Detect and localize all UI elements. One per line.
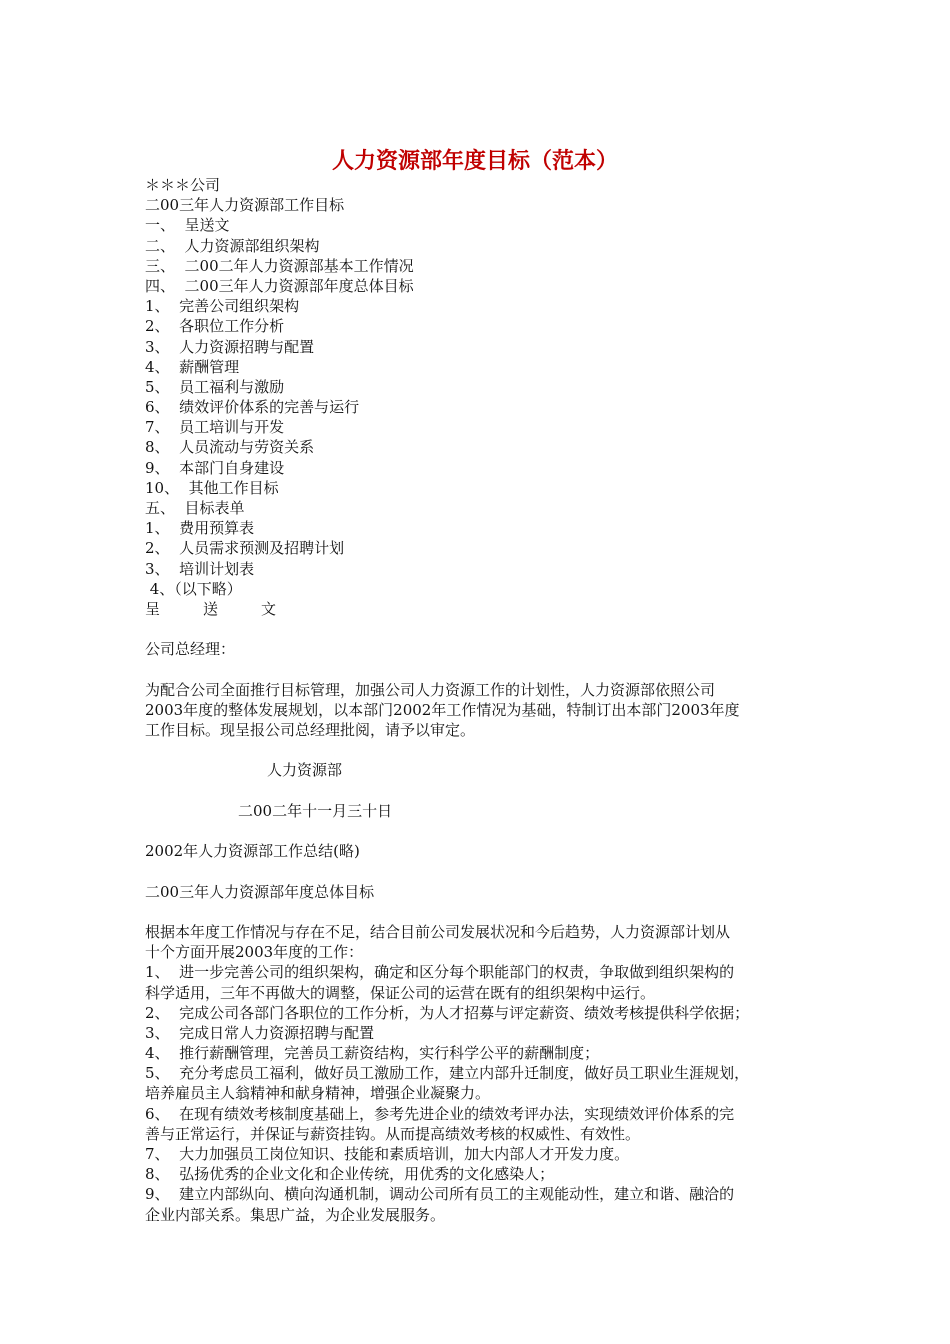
- list-item: [145, 1043, 825, 1063]
- document-subtitle: 二00三年人力资源部工作目标: [145, 196, 345, 215]
- document-body: [145, 175, 825, 1225]
- list-item: [145, 1184, 825, 1224]
- list-item-line: 培养雇员主人翁精神和献身精神，增强企业凝聚力。: [145, 1084, 491, 1103]
- cover-heading-char: 送: [203, 599, 219, 618]
- toc-item: 4、 薪酬管理: [145, 357, 240, 376]
- paragraph-line: 工作目标。现呈报公司总经理批阅，请予以审定。: [145, 721, 476, 740]
- list-item-line: 1、 进一步完善公司的组织架构，确定和区分每个职能部门的权责，争取做到组织架构的: [145, 963, 735, 982]
- table-of-contents: [145, 215, 825, 599]
- toc-item: 9、 本部门自身建设: [145, 458, 285, 477]
- toc-item: 4、（以下略）: [145, 579, 242, 598]
- toc-item: 10、 其他工作目标: [145, 478, 279, 497]
- toc-item: 6、 绩效评价体系的完善与运行: [145, 398, 360, 417]
- cover-heading-char: 呈: [145, 599, 161, 618]
- toc-item: 五、 目标表单: [145, 499, 245, 517]
- toc-item: 2、 各职位工作分析: [145, 317, 285, 336]
- document-title: 人力资源部年度目标（范本）: [331, 148, 618, 174]
- goals-list: [145, 962, 825, 1224]
- toc-item: 3、 人力资源招聘与配置: [145, 337, 315, 356]
- list-item-line: 善与正常运行，并保证与薪资挂钩。从而提高绩效考核的权威性、有效性。: [145, 1124, 641, 1143]
- list-item-line: 9、 建立内部纵向、横向沟通机制，调动公司所有员工的主观能动性，建立和谐、融洽的: [145, 1185, 735, 1204]
- toc-item: 1、 费用预算表: [145, 519, 255, 538]
- toc-item: 7、 员工培训与开发: [145, 418, 285, 437]
- toc-item: 四、 二00三年人力资源部年度总体目标: [145, 276, 414, 295]
- list-item-line: 6、 在现有绩效考核制度基础上，参考先进企业的绩效考评办法，实现绩效评价体系的完: [145, 1104, 735, 1123]
- paragraph-line: 2003年度的整体发展规划，以本部门2002年工作情况为基础，特制订出本部门2003年度: [145, 700, 740, 719]
- list-item-line: 4、 推行薪酬管理，完善员工薪资结构，实行科学公平的薪酬制度；: [145, 1044, 600, 1063]
- cover-heading: [145, 599, 825, 619]
- list-item-line: 科学适用，三年不再做大的调整，保证公司的运营在既有的组织架构中运行。: [145, 983, 656, 1002]
- list-item: [145, 1063, 825, 1103]
- list-item: [145, 1164, 825, 1184]
- toc-item: 1、 完善公司组织架构: [145, 297, 300, 316]
- toc-item: 2、 人员需求预测及招聘计划: [145, 539, 345, 558]
- list-item: [145, 1023, 825, 1043]
- list-item-line: 3、 完成日常人力资源招聘与配置: [145, 1023, 375, 1042]
- list-item-line: 7、 大力加强员工岗位知识、技能和素质培训，加大内部人才开发力度。: [145, 1145, 630, 1163]
- goals-heading: 二00三年人力资源部年度总体目标: [145, 882, 375, 901]
- list-item-line: 企业内部关系。集思广益，为企业发展服务。: [145, 1205, 446, 1224]
- list-item-line: 5、 充分考虑员工福利，做好员工激励工作，建立内部升迁制度，做好员工职业生涯规划，: [145, 1064, 750, 1083]
- salutation: 公司总经理：: [145, 640, 236, 659]
- goals-intro: [145, 922, 825, 962]
- letter-date: 二00二年十一月三十日: [238, 801, 393, 820]
- toc-item: 5、 员工福利与激励: [145, 377, 285, 396]
- list-item: [145, 1003, 825, 1023]
- company-name: ＊＊＊公司: [145, 176, 221, 194]
- paragraph-line: 根据本年度工作情况与存在不足，结合目前公司发展状况和今后趋势，人力资源部计划从: [145, 922, 731, 941]
- list-item-line: 2、 完成公司各部门各职位的工作分析，为人才招募与评定薪资、绩效考核提供科学依据；: [145, 1003, 750, 1022]
- signature: 人力资源部: [267, 761, 343, 780]
- paragraph-line: 为配合公司全面推行目标管理，加强公司人力资源工作的计划性，人力资源部依照公司: [145, 680, 716, 699]
- paragraph-line: 十个方面开展2003年度的工作：: [145, 943, 364, 962]
- cover-letter-body: [145, 680, 825, 741]
- cover-heading-char: 文: [261, 599, 277, 618]
- list-item: [145, 962, 825, 1002]
- list-item-line: 8、 弘扬优秀的企业文化和企业传统，用优秀的文化感染人；: [145, 1165, 555, 1184]
- toc-item: 一、 呈送文: [145, 216, 230, 235]
- list-item: [145, 1144, 825, 1164]
- toc-item: 三、 二00二年人力资源部基本工作情况: [145, 256, 414, 275]
- list-item: [145, 1104, 825, 1144]
- summary-2002: 2002年人力资源部工作总结(略): [145, 842, 360, 861]
- toc-item: 8、 人员流动与劳资关系: [145, 438, 315, 457]
- toc-item: 3、 培训计划表: [145, 559, 255, 578]
- toc-item: 二、 人力资源部组织架构: [145, 236, 320, 255]
